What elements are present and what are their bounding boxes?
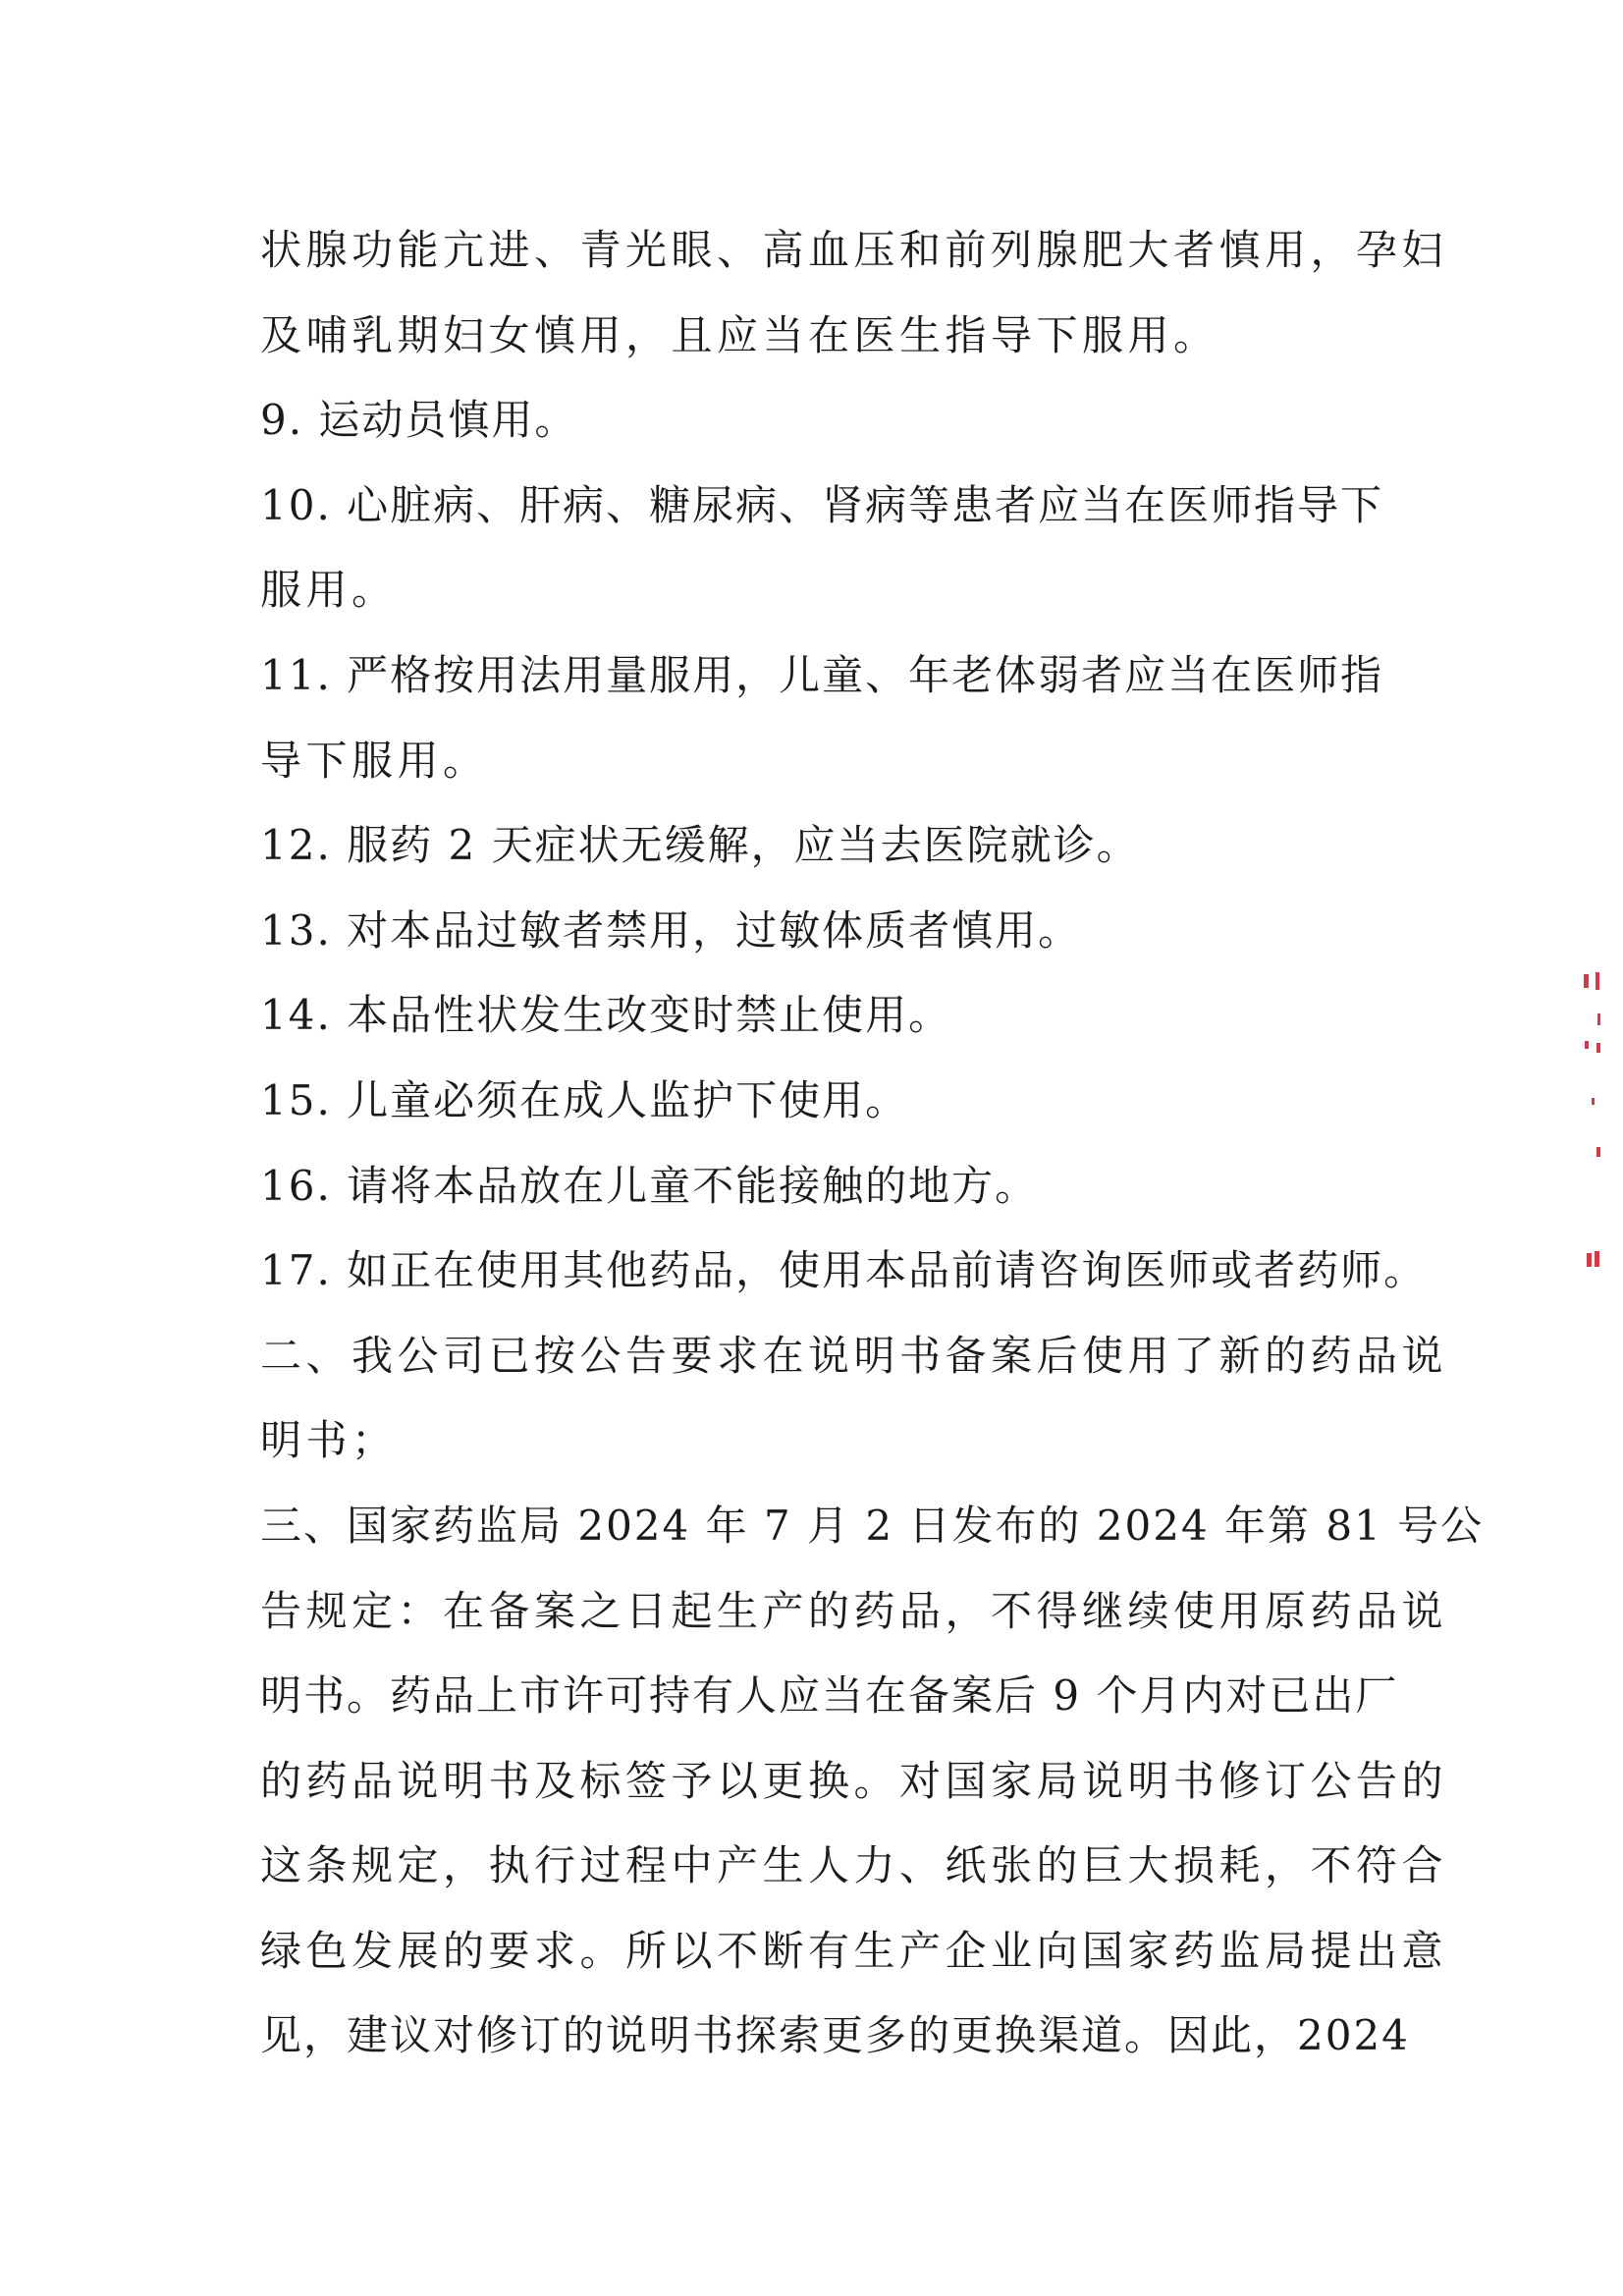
text-line: 明书； xyxy=(260,1416,398,1465)
seal-mark xyxy=(1587,1253,1592,1267)
seal-mark xyxy=(1584,974,1589,988)
seal-mark xyxy=(1595,1251,1599,1267)
section-line: 三、国家药监局 2024 年 7 月 2 日发布的 2024 年第 81 号公 xyxy=(260,1501,1485,1550)
seal-edge-marks xyxy=(1583,972,1602,1296)
text-line: 服用。 xyxy=(260,566,398,615)
list-item: 14. 本品性状发生改变时禁止使用。 xyxy=(260,991,952,1040)
text-line: 状腺功能亢进、青光眼、高血压和前列腺肥大者慎用，孕妇 xyxy=(260,226,1448,274)
seal-mark xyxy=(1596,1043,1600,1053)
list-item: 11. 严格按用法用量服用，儿童、年老体弱者应当在医师指 xyxy=(260,650,1384,699)
list-item: 13. 对本品过敏者禁用，过敏体质者慎用。 xyxy=(260,905,1082,955)
seal-mark xyxy=(1585,1041,1589,1049)
text-line: 的药品说明书及标签予以更换。对国家局说明书修订公告的 xyxy=(260,1756,1448,1805)
list-item: 16. 请将本品放在儿童不能接触的地方。 xyxy=(260,1161,1039,1210)
seal-mark xyxy=(1597,1013,1600,1025)
text-line: 导下服用。 xyxy=(260,736,489,785)
seal-mark xyxy=(1592,1098,1595,1105)
document-body xyxy=(260,208,1485,2079)
seal-mark xyxy=(1596,972,1599,990)
text-line: 告规定：在备案之日起生产的药品，不得继续使用原药品说 xyxy=(260,1586,1448,1635)
text-line: 明书。药品上市许可持有人应当在备案后 9 个月内对已出厂 xyxy=(260,1671,1399,1721)
list-item: 12. 服药 2 天症状无缓解，应当去医院就诊。 xyxy=(260,821,1140,870)
text-line: 见，建议对修订的说明书探索更多的更换渠道。因此，2024 xyxy=(260,2011,1410,2060)
text-line: 绿色发展的要求。所以不断有生产企业向国家药监局提出意 xyxy=(260,1926,1448,1975)
list-item: 10. 心脏病、肝病、糖尿病、肾病等患者应当在医师指导下 xyxy=(260,480,1384,529)
list-item: 15. 儿童必须在成人监护下使用。 xyxy=(260,1075,909,1124)
text-line: 这条规定，执行过程中产生人力、纸张的巨大损耗，不符合 xyxy=(260,1841,1448,1890)
section-line: 二、我公司已按公告要求在说明书备案后使用了新的药品说 xyxy=(260,1331,1448,1380)
seal-mark xyxy=(1596,1147,1600,1157)
list-item: 17. 如正在使用其他药品，使用本品前请咨询医师或者药师。 xyxy=(260,1246,1428,1295)
text-line: 及哺乳期妇女慎用，且应当在医生指导下服用。 xyxy=(260,310,1219,359)
list-item: 9. 运动员慎用。 xyxy=(260,396,578,445)
